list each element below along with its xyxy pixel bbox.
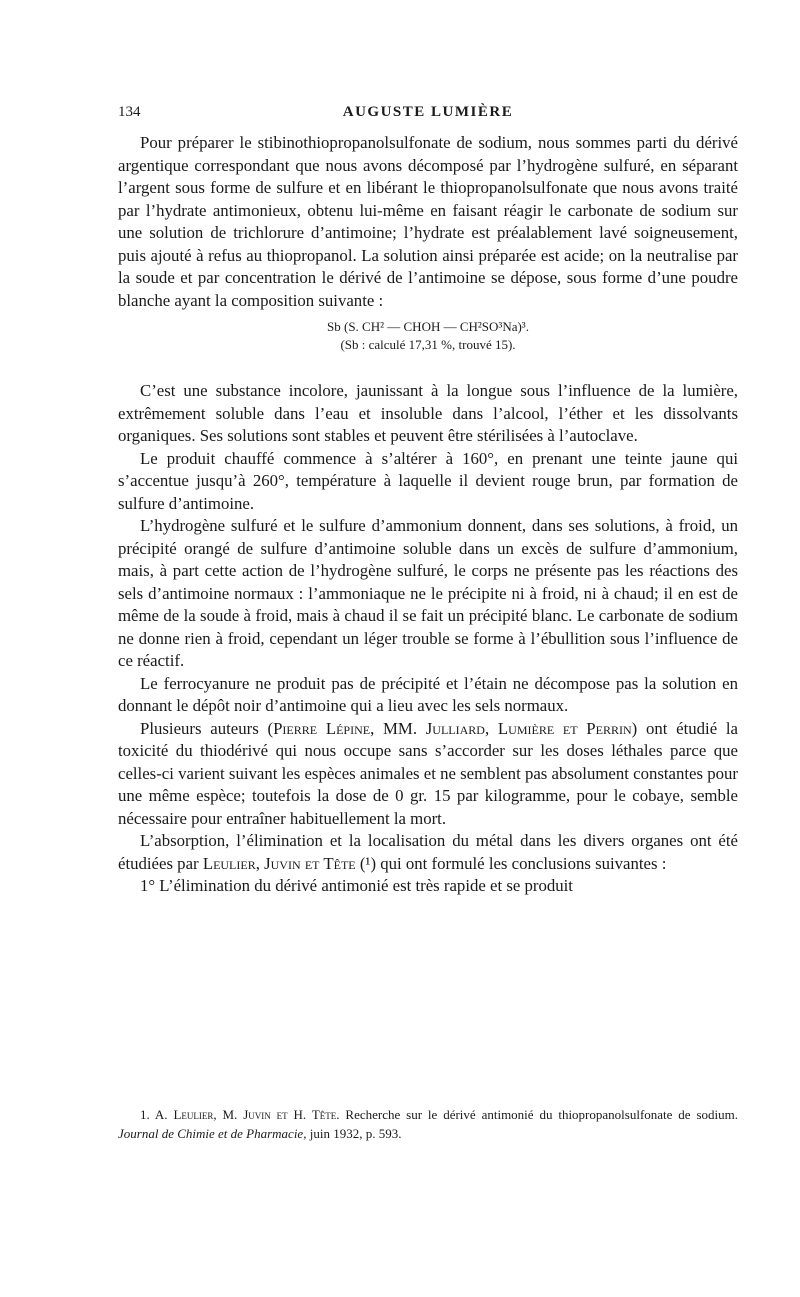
paragraph-properties: C’est une substance incolore, jaunissant à la longue sous l’influence de la lumière, extrêmement soluble dans l’eau et insoluble dans l’alcool, l’éther et les dissolvants organiques. Ses solutions sont stables et peuvent être stérilisées à l’autoclave. <box>118 381 738 445</box>
paragraph-conclusion-1: 1° L’élimination du dérivé antimonié est très rapide et se produit <box>140 876 573 895</box>
footnote: 1. A. Leulier, M. Juvin et H. Tête. Recherche sur le dérivé antimonié du thiopropanolsulfonate de sodium. Journal de Chimie et de Pharmacie, juin 1932, p. 593. <box>118 1107 738 1141</box>
page-number: 134 <box>118 104 141 120</box>
formula-analysis: (Sb : calculé 17,31 %, trouvé 15). <box>340 337 516 352</box>
chemical-formula <box>118 318 738 354</box>
author-names: Pierre Lépine, MM. Julliard, Lumière et Perrin <box>273 718 632 738</box>
paragraph-heating: Le produit chauffé commence à s’altérer à 160°, en prenant une teinte jaune qui s’accentue jusqu’à 260°, température à laquelle il devient rouge brun, par formation de sulfure d’antimoine. <box>118 448 738 513</box>
paragraph-preparation: Pour préparer le stibinothiopropanolsulfonate de sodium, nous sommes parti du dérivé argentique correspondant que nous avons décomposé par l’hydrogène sulfuré, en séparant l’argent sous forme de sulfure et en libérant le thiopropanolsulfonate que nous avons traité par l’hydrate antimonieux, obtenu lui-même en faisant réagir le carbonate de sodium sur une solution de trichlorure d’antimoine; l’hydrate est préalablement lavé soigneusement, puis ajouté à refus au thiopropanol. La solution ainsi préparée est acide; on la neutralise par la soude et par concentration le dérivé de l’antimoine se dépose, sous forme d’une poudre blanche ayant la composition suivante : <box>118 133 738 310</box>
paragraph-absorption: L’absorption, l’élimination et la localisation du métal dans les divers organes ont été étudiées par Leulier, Juvin et Tête (¹) qui ont formulé les conclusions suivantes : <box>118 831 738 873</box>
paragraph-toxicity: Plusieurs auteurs (Pierre Lépine, MM. Julliard, Lumière et Perrin) ont étudié la toxicité du thiodérivé qui nous occupe sans s’accorder sur les doses léthales parce que celles-ci varient suivant les espèces animales et ne semblent pas absolument constantes pour une même espèce; toutefois la dose de 0 gr. 15 par kilogramme, pour le cobaye, semble nécessaire pour entraîner habituellement la mort. <box>118 718 738 828</box>
formula-line: Sb (S. CH² — CHOH — CH²SO³Na)³. <box>327 319 529 334</box>
running-head <box>118 104 738 126</box>
paragraph-ferrocyanide: Le ferrocyanure ne produit pas de précipité et l’étain ne décompose pas la solution en donnant le dépôt noir d’antimoine qui a lieu avec les sels normaux. <box>118 673 738 715</box>
author-names: Leulier, Juvin et Tête <box>202 853 356 873</box>
body-text <box>118 132 738 898</box>
journal-title: Journal de Chimie et de Pharmacie, <box>118 1126 307 1141</box>
running-title: AUGUSTE LUMIÈRE <box>342 104 514 120</box>
footnote-authors: Leulier, M. Juvin et H. Tête. <box>173 1107 340 1122</box>
paragraph-reactions: L’hydrogène sulfuré et le sulfure d’ammonium donnent, dans ses solutions, à froid, un précipité orangé de sulfure d’antimoine soluble dans un excès de sulfure d’ammonium, mais, à part cette action de l’hydrogène sulfuré, le corps ne présente pas les réactions des sels d’antimoine normaux : l’ammoniaque ne le précipite ni à froid, ni à chaud; il en est de même de la soude à froid, mais à chaud il se fait un précipité blanc. Le carbonate de sodium ne donne rien à froid, cependant un léger trouble se forme à l’ébullition sous l’influence de ce réactif. <box>118 516 738 670</box>
